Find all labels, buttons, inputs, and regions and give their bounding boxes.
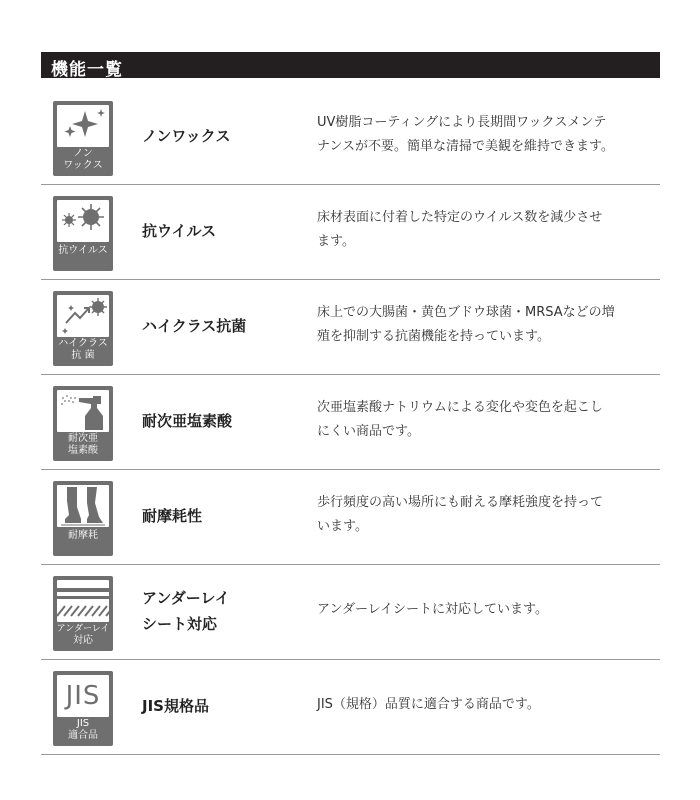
feature-name: ノンワックス bbox=[142, 127, 231, 145]
section-header bbox=[41, 52, 660, 78]
walking-feet-icon: 耐摩耗 bbox=[53, 481, 113, 556]
feature-name: JIS規格品 bbox=[142, 697, 209, 715]
feature-row-hypochlorite-resistant bbox=[41, 374, 660, 470]
section-title: 機能一覧 bbox=[51, 60, 123, 80]
feature-name: 抗ウイルス bbox=[142, 222, 217, 240]
feature-name: 耐次亜塩素酸 bbox=[142, 412, 233, 430]
feature-description: JIS（規格）品質に適合する商品です。 bbox=[317, 697, 540, 712]
underlay-sheet-icon: アンダーレイ 対応 bbox=[53, 576, 113, 651]
feature-name: 耐摩耗性 bbox=[142, 507, 203, 525]
feature-name: ハイクラス抗菌 bbox=[142, 317, 247, 335]
bacteria-icon: ハイクラス 抗 菌 bbox=[53, 291, 113, 366]
feature-row-high-class-antibacterial bbox=[41, 279, 660, 375]
feature-description: 床材表面に付着した特定のウイルス数を減少させ ます。 bbox=[317, 210, 603, 249]
jis-mark-icon: JIS JIS 適合品 bbox=[53, 671, 113, 746]
sparkle-icon: ノン ワックス bbox=[53, 101, 113, 176]
feature-name: アンダーレイ シート対応 bbox=[142, 589, 230, 633]
feature-description: アンダーレイシートに対応しています。 bbox=[317, 602, 549, 617]
feature-row-jis-standard bbox=[41, 659, 660, 755]
feature-row-underlay-sheet bbox=[41, 564, 660, 660]
spray-bottle-icon: 耐次亜 塩素酸 bbox=[53, 386, 113, 461]
feature-row-anti-virus bbox=[41, 184, 660, 280]
feature-description: 次亜塩素酸ナトリウムによる変化や変色を起こし にくい商品です。 bbox=[317, 400, 603, 439]
feature-row-non-wax bbox=[41, 89, 660, 185]
feature-description: 床上での大腸菌・黄色ブドウ球菌・MRSAなどの増 殖を抑制する抗菌機能を持っています。 bbox=[317, 305, 615, 344]
feature-description: UV樹脂コーティングにより長期間ワックスメンテ ナンスが不要。簡単な清掃で美観を維持できます。 bbox=[317, 115, 614, 154]
virus-icon: 抗ウイルス bbox=[53, 196, 113, 271]
feature-description: 歩行頻度の高い場所にも耐える摩耗強度を持って います。 bbox=[317, 495, 604, 534]
feature-row-abrasion-resistant bbox=[41, 469, 660, 565]
